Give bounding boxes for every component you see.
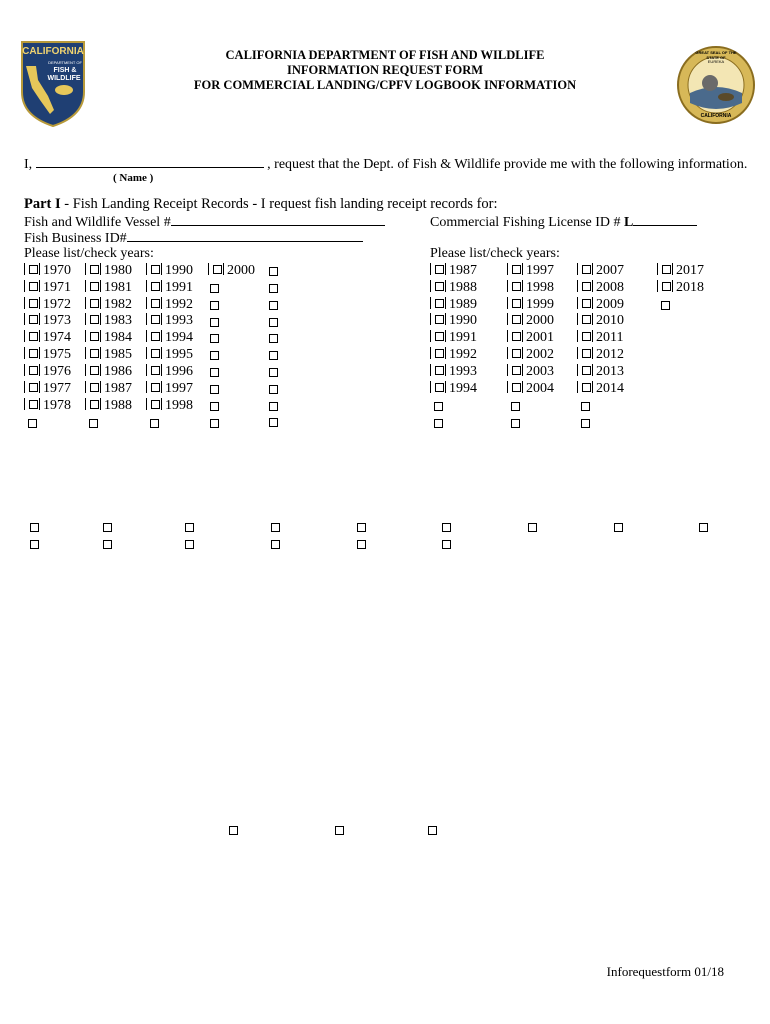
- year-label: 1996: [165, 364, 193, 379]
- year-label: 2017: [676, 263, 704, 278]
- header-line-2: INFORMATION REQUEST FORM: [286, 63, 484, 77]
- year-label: 1991: [449, 330, 477, 345]
- empty-checkbox[interactable]: [150, 419, 159, 428]
- year-label: 2018: [676, 280, 704, 295]
- year-label: 1997: [165, 381, 193, 396]
- year-label: 1983: [104, 313, 132, 328]
- year-label: 1984: [104, 330, 132, 345]
- seal-motto: EUREKA: [707, 59, 725, 64]
- empty-checkbox[interactable]: [103, 540, 112, 549]
- empty-checkbox[interactable]: [442, 540, 451, 549]
- empty-checkbox[interactable]: [271, 523, 280, 532]
- empty-checkbox[interactable]: [269, 318, 278, 327]
- seal-top-text: GREAT SEAL OF THE STATE OF: [695, 50, 737, 60]
- business-label: Fish Business ID#: [24, 231, 127, 246]
- name-field[interactable]: [36, 155, 264, 168]
- year-label: 1990: [449, 313, 477, 328]
- empty-checkbox[interactable]: [269, 351, 278, 360]
- empty-checkbox[interactable]: [357, 523, 366, 532]
- year-checkbox[interactable]: [85, 381, 132, 397]
- year-label: 1998: [526, 280, 554, 295]
- year-label: 1975: [43, 347, 71, 362]
- year-checkbox[interactable]: [85, 280, 132, 296]
- year-label: 2008: [596, 280, 624, 295]
- year-checkbox[interactable]: [430, 263, 477, 279]
- business-id-field[interactable]: [127, 229, 363, 242]
- year-checkbox[interactable]: [146, 330, 193, 346]
- empty-checkbox[interactable]: [442, 523, 451, 532]
- empty-checkbox[interactable]: [434, 419, 443, 428]
- year-checkbox[interactable]: [507, 330, 554, 346]
- request-line: [24, 155, 747, 173]
- year-label: 1998: [165, 398, 193, 413]
- empty-checkbox[interactable]: [269, 385, 278, 394]
- empty-checkbox[interactable]: [614, 523, 623, 532]
- year-label: 1970: [43, 263, 71, 278]
- year-label: 2011: [596, 330, 624, 345]
- year-label: 1994: [449, 381, 477, 396]
- empty-checkbox[interactable]: [28, 419, 37, 428]
- year-label: 1987: [104, 381, 132, 396]
- form-id-footer: Inforequestform 01/18: [606, 964, 724, 979]
- business-row: [24, 229, 363, 247]
- year-checkbox[interactable]: [85, 263, 132, 279]
- license-row: [430, 213, 697, 231]
- part1-title-rest: - Fish Landing Receipt Records - I request fish landing receipt records for:: [60, 196, 498, 212]
- year-label: 2000: [526, 313, 554, 328]
- logo-text-california: CALIFORNIA: [22, 46, 84, 57]
- year-checkbox[interactable]: [577, 381, 624, 397]
- year-label: 2007: [596, 263, 624, 278]
- year-label: 1982: [104, 297, 132, 312]
- year-label: 2010: [596, 313, 624, 328]
- year-checkbox[interactable]: [577, 297, 624, 313]
- year-checkbox[interactable]: [146, 280, 193, 296]
- empty-checkbox[interactable]: [528, 523, 537, 532]
- logo-text-wildlife: WILDLIFE: [47, 75, 81, 82]
- year-label: 1995: [165, 347, 193, 362]
- empty-checkbox[interactable]: [269, 301, 278, 310]
- year-checkbox[interactable]: [85, 347, 132, 363]
- year-label: 1976: [43, 364, 71, 379]
- year-label: 1973: [43, 313, 71, 328]
- empty-checkbox[interactable]: [103, 523, 112, 532]
- empty-checkbox[interactable]: [581, 419, 590, 428]
- empty-checkbox[interactable]: [210, 368, 219, 377]
- empty-checkbox[interactable]: [269, 418, 278, 427]
- empty-checkbox[interactable]: [661, 301, 670, 310]
- year-checkbox[interactable]: [24, 297, 71, 313]
- year-checkbox[interactable]: [507, 263, 554, 279]
- year-label: 1978: [43, 398, 71, 413]
- year-checkbox[interactable]: [577, 280, 624, 296]
- year-checkbox[interactable]: [430, 347, 477, 363]
- year-checkbox[interactable]: [146, 347, 193, 363]
- year-label: 1986: [104, 364, 132, 379]
- year-label: 2000: [227, 263, 255, 278]
- year-label: 1988: [104, 398, 132, 413]
- year-label: 1997: [526, 263, 554, 278]
- year-checkbox[interactable]: [24, 398, 71, 414]
- year-checkbox[interactable]: [507, 381, 554, 397]
- year-checkbox[interactable]: [577, 364, 624, 380]
- list-label-left: Please list/check years:: [24, 246, 154, 261]
- year-label: 1999: [526, 297, 554, 312]
- empty-checkbox[interactable]: [581, 402, 590, 411]
- year-label: 1993: [165, 313, 193, 328]
- year-checkbox[interactable]: [657, 263, 704, 279]
- year-checkbox[interactable]: [430, 330, 477, 346]
- year-label: 1971: [43, 280, 71, 295]
- year-label: 2009: [596, 297, 624, 312]
- empty-checkbox[interactable]: [511, 419, 520, 428]
- year-label: 2003: [526, 364, 554, 379]
- license-prefix: L: [624, 215, 634, 230]
- year-label: 2001: [526, 330, 554, 345]
- header-line-3: FOR COMMERCIAL LANDING/CPFV LOGBOOK INFORMATION: [193, 78, 577, 92]
- year-label: 2004: [526, 381, 554, 396]
- year-label: 1991: [165, 280, 193, 295]
- year-label: 1977: [43, 381, 71, 396]
- year-checkbox[interactable]: [146, 381, 193, 397]
- year-checkbox[interactable]: [577, 330, 623, 346]
- logo-text-department: DEPARTMENT OF: [48, 60, 82, 65]
- year-label: 1988: [449, 280, 477, 295]
- year-checkbox[interactable]: [85, 364, 132, 380]
- empty-checkbox[interactable]: [434, 402, 443, 411]
- empty-checkbox[interactable]: [269, 284, 278, 293]
- year-checkbox[interactable]: [146, 297, 193, 313]
- license-id-field[interactable]: [633, 213, 697, 226]
- empty-checkbox[interactable]: [30, 523, 39, 532]
- empty-checkbox[interactable]: [428, 826, 437, 835]
- year-checkbox[interactable]: [430, 364, 477, 380]
- year-checkbox[interactable]: [507, 297, 554, 313]
- empty-checkbox[interactable]: [357, 540, 366, 549]
- header-line-1: CALIFORNIA DEPARTMENT OF FISH AND WILDLIFE: [225, 48, 545, 62]
- year-checkbox[interactable]: [24, 330, 71, 346]
- empty-checkbox[interactable]: [269, 402, 278, 411]
- empty-checkbox[interactable]: [699, 523, 708, 532]
- empty-checkbox[interactable]: [269, 267, 278, 276]
- year-checkbox[interactable]: [85, 330, 132, 346]
- year-checkbox[interactable]: [507, 313, 554, 329]
- year-label: 1985: [104, 347, 132, 362]
- year-label: 2002: [526, 347, 554, 362]
- year-label: 1992: [449, 347, 477, 362]
- year-checkbox[interactable]: [146, 364, 193, 380]
- year-checkbox[interactable]: [577, 263, 624, 279]
- empty-checkbox[interactable]: [229, 826, 238, 835]
- empty-checkbox[interactable]: [210, 402, 219, 411]
- year-label: 1974: [43, 330, 71, 345]
- year-label: 1992: [165, 297, 193, 312]
- year-checkbox[interactable]: [24, 313, 71, 329]
- year-label: 1990: [165, 263, 193, 278]
- empty-checkbox[interactable]: [210, 334, 219, 343]
- empty-checkbox[interactable]: [185, 540, 194, 549]
- year-checkbox[interactable]: [577, 347, 624, 363]
- year-label: 2013: [596, 364, 624, 379]
- logo-text-fish: FISH &: [53, 67, 77, 74]
- year-label: 1993: [449, 364, 477, 379]
- name-caption: ( Name ): [113, 172, 154, 184]
- year-checkbox[interactable]: [430, 297, 477, 313]
- year-checkbox[interactable]: [24, 381, 71, 397]
- year-checkbox[interactable]: [85, 297, 132, 313]
- california-state-seal: [676, 45, 756, 125]
- year-checkbox[interactable]: [507, 364, 554, 380]
- year-checkbox[interactable]: [507, 347, 554, 363]
- empty-checkbox[interactable]: [185, 523, 194, 532]
- year-label: 2012: [596, 347, 624, 362]
- year-checkbox[interactable]: [430, 381, 477, 397]
- year-checkbox[interactable]: [146, 398, 193, 414]
- empty-checkbox[interactable]: [210, 301, 219, 310]
- empty-checkbox[interactable]: [210, 385, 219, 394]
- vessel-label: Fish and Wildlife Vessel #: [24, 215, 171, 230]
- empty-checkbox[interactable]: [210, 351, 219, 360]
- part1-title: Part I: [24, 196, 61, 212]
- year-label: 1972: [43, 297, 71, 312]
- year-checkbox[interactable]: [208, 263, 255, 279]
- empty-checkbox[interactable]: [271, 540, 280, 549]
- year-checkbox[interactable]: [85, 313, 132, 329]
- empty-checkbox[interactable]: [210, 284, 219, 293]
- license-label: Commercial Fishing License ID #: [430, 215, 621, 230]
- empty-checkbox[interactable]: [269, 368, 278, 377]
- year-label: 1980: [104, 263, 132, 278]
- year-checkbox[interactable]: [577, 313, 624, 329]
- year-label: 1989: [449, 297, 477, 312]
- year-label: 1987: [449, 263, 477, 278]
- year-checkbox[interactable]: [507, 280, 554, 296]
- seal-bottom-text: CALIFORNIA: [700, 113, 732, 119]
- year-checkbox[interactable]: [146, 263, 193, 279]
- empty-checkbox[interactable]: [511, 402, 520, 411]
- year-checkbox[interactable]: [430, 280, 477, 296]
- empty-checkbox[interactable]: [269, 334, 278, 343]
- empty-checkbox[interactable]: [210, 419, 219, 428]
- year-checkbox[interactable]: [657, 280, 704, 296]
- year-checkbox[interactable]: [430, 313, 477, 329]
- empty-checkbox[interactable]: [335, 826, 344, 835]
- year-label: 1981: [104, 280, 132, 295]
- empty-checkbox[interactable]: [30, 540, 39, 549]
- list-label-right: Please list/check years:: [430, 246, 560, 261]
- year-checkbox[interactable]: [85, 398, 132, 414]
- year-label: 2014: [596, 381, 624, 396]
- year-checkbox[interactable]: [24, 280, 71, 296]
- year-checkbox[interactable]: [146, 313, 193, 329]
- year-checkbox[interactable]: [24, 364, 71, 380]
- request-suffix: , request that the Dept. of Fish & Wildlife provide me with the following information.: [267, 157, 748, 172]
- empty-checkbox[interactable]: [89, 419, 98, 428]
- empty-checkbox[interactable]: [210, 318, 219, 327]
- year-checkbox[interactable]: [24, 347, 71, 363]
- vessel-number-field[interactable]: [171, 213, 385, 226]
- request-prefix: I,: [24, 157, 33, 172]
- year-checkbox[interactable]: [24, 263, 71, 279]
- part1-heading: [24, 196, 498, 212]
- year-label: 1994: [165, 330, 193, 345]
